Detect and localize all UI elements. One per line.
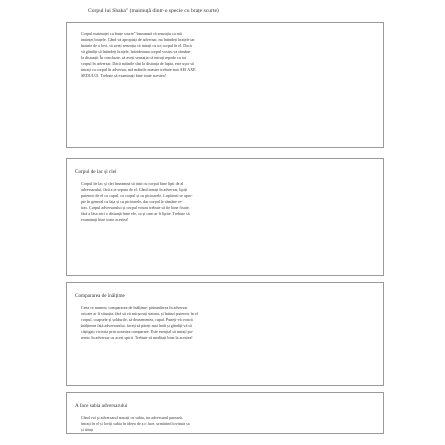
text-line: câștigați victoria prin aceastea comparare. Este esențial să intrați pu-: [81, 329, 194, 335]
text-box-body: [81, 181, 371, 223]
text-line: inuinței brațele. Când vă apropiați de adversar, nu întindeți brațele iar: [81, 37, 195, 43]
box-title: A face sabia adversarului: [75, 403, 128, 409]
text-line: înainte de a lovi, să aveți senzația că intrați cu tot corpul în el. Dacă: [81, 43, 192, 49]
text-box-inaltime: [66, 282, 384, 386]
text-line: ȘEDULUI. Trebuie să examinați bine toate acestea!: [81, 73, 166, 79]
text-box-body: [81, 31, 371, 79]
text-line: tras. Corpul adversarului și corpul vostru trebuie să fie bine fixate,: [81, 205, 190, 211]
text-box-body: [81, 305, 371, 341]
text-line: corpul, coapsele și șoldurile, să deasemenea, capul. Puneți-vă vostră: [81, 317, 193, 323]
text-line: oricare ar fi situația, fără să vă micșorați statura, și întinzi puternic în el: [81, 311, 198, 317]
text-box-lac-clei: [66, 158, 384, 276]
text-line: ternic în adversar cu acest spirit. Trebuie să meditați bine la acestea!: [81, 335, 193, 341]
section-caption: Corpul lui Shaka" (maimuță dintr-o specie cu brațe scurte): [88, 8, 219, 14]
text-line: Corpul de lac și clei înseamnă să intri cu corpul bine lipit de al: [81, 181, 184, 186]
text-line: puternic de el cu capul, cu corpul și cu picioarele. Lupătorii se apro-: [81, 193, 193, 199]
text-box-body: [81, 415, 371, 433]
text-line: Când voi și adversarul atacați cu sabia, iar adversarul parează,: [81, 415, 183, 420]
text-line: la distanță. În concluzie, să aveți senzația că intrați repede cu tot: [81, 55, 187, 61]
text-line: înălțimea față adversarului, faceți să păreți mai înalt și gândiți-vă să: [81, 323, 192, 329]
text-line: și tăiați: [81, 427, 93, 433]
text-box-shaka: [66, 22, 384, 148]
text-line: vă gândiți să întindeți brațele, întotdeauna corpul vostru va rămâne: [81, 49, 191, 55]
text-line: intrați în el și loviți sabia în ideea de a o face, urmărind lovitura sa: [81, 421, 190, 427]
text-line: fără a lăsa nici o distanță între ele, ca și cum ar fi lipite. Trebuie să: [81, 211, 190, 217]
text-line: pie în general cu fața și cu picioarele, dar corpul le rămâne re-: [81, 199, 183, 205]
text-line: Ceea ce numesc compararea de înălțime: pătrunderea în adversar: [81, 305, 188, 310]
text-line: examinați bine toate acestea!: [81, 217, 129, 223]
text-line: intrați cu corpul în adversar, mâ mâinile noastre trebuie mai AEI AXE: [81, 67, 196, 73]
box-title: Corpul de lac și clei: [75, 169, 117, 175]
text-line: Corpul maimuței cu brațe scurte" înseamnă că senzația cu mâ: [81, 31, 182, 36]
text-box-sabia: [66, 392, 384, 434]
text-line: adversarului, fără a te separa de el. Când intrați în adversar, lipiți: [81, 187, 188, 193]
box-title: Compararea de înălțime: [75, 293, 125, 299]
text-line: corpul în adversar. Dacă mâinile sînt la distanța de lupta, este ușor să: [81, 61, 194, 67]
